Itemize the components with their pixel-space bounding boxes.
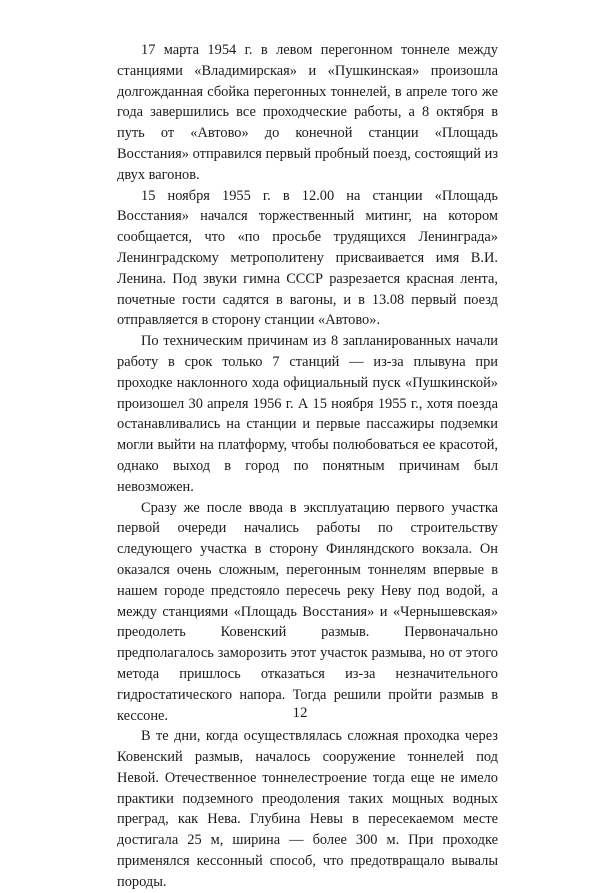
page-number: 12 xyxy=(292,705,308,721)
paragraph-4: Сразу же после ввода в эксплуатацию первого участка первой очереди начались работы по строительству следующего участка в сторону Финляндского вокзала. Он оказался очень сложным, перегонным тоннелям впервые в нашем городе предстояло пересечь реку Неву под водой, а между станциями «Площадь Восстания» и «Чернышевская» преодолеть Ковенский размыв. Первоначально предполагалось заморозить этот участок размыва, но от этого метода пришлось отказаться из-за незначительного гидростатического напора. Тогда решили пройти размыв в кессоне. xyxy=(117,499,498,724)
page-text xyxy=(117,40,498,893)
paragraph-1: 17 марта 1954 г. в левом перегонном тоннеле между станциями «Владимирская» и «Пушкинская» произошла долгожданная сбойка перегонных тоннелей, в апреле того же года завершились все проходческие работы, а 8 октября в путь от «Автово» до конечной станции «Площадь Восстания» отправился первый пробный поезд, состоящий из двух вагонов. xyxy=(117,42,498,183)
paragraph-5: В те дни, когда осуществлялась сложная проходка через Ковенский размыв, началось сооружение тоннелей под Невой. Отечественное тоннелестроение тогда еще не имело практики подземного преодоления таких мощных водных преград, как Нева. Глубина Невы в пересекаемом месте достигала 25 м, ширина — более 300 м. При проходке применялся кессонный способ, что предотвращало вывалы породы. xyxy=(117,728,498,890)
paragraph-2: 15 ноября 1955 г. в 12.00 на станции «Площадь Восстания» начался торжественный митинг, на котором сообщается, что «по просьбе трудящихся Ленинграда» Ленинградскому метрополитену присваивается имя В.И. Ленина. Под звуки гимна СССР разрезается красная лента, почетные гости садятся в вагоны, и в 13.08 первый поезд отправляется в сторону станции «Автово». xyxy=(117,187,498,329)
paragraph-3: По техническим причинам из 8 запланированных начали работу в срок только 7 станций — из-за плывуна при проходке наклонного хода официальный пуск «Пушкинской» произошел 30 апреля 1956 г. А 15 ноября 1955 г., хотя поезда останавливались на станции и первые пассажиры подземки могли выйти на платформу, чтобы полюбоваться ее красотой, однако выход в город по понятным причинам был невозможен. xyxy=(117,333,498,495)
